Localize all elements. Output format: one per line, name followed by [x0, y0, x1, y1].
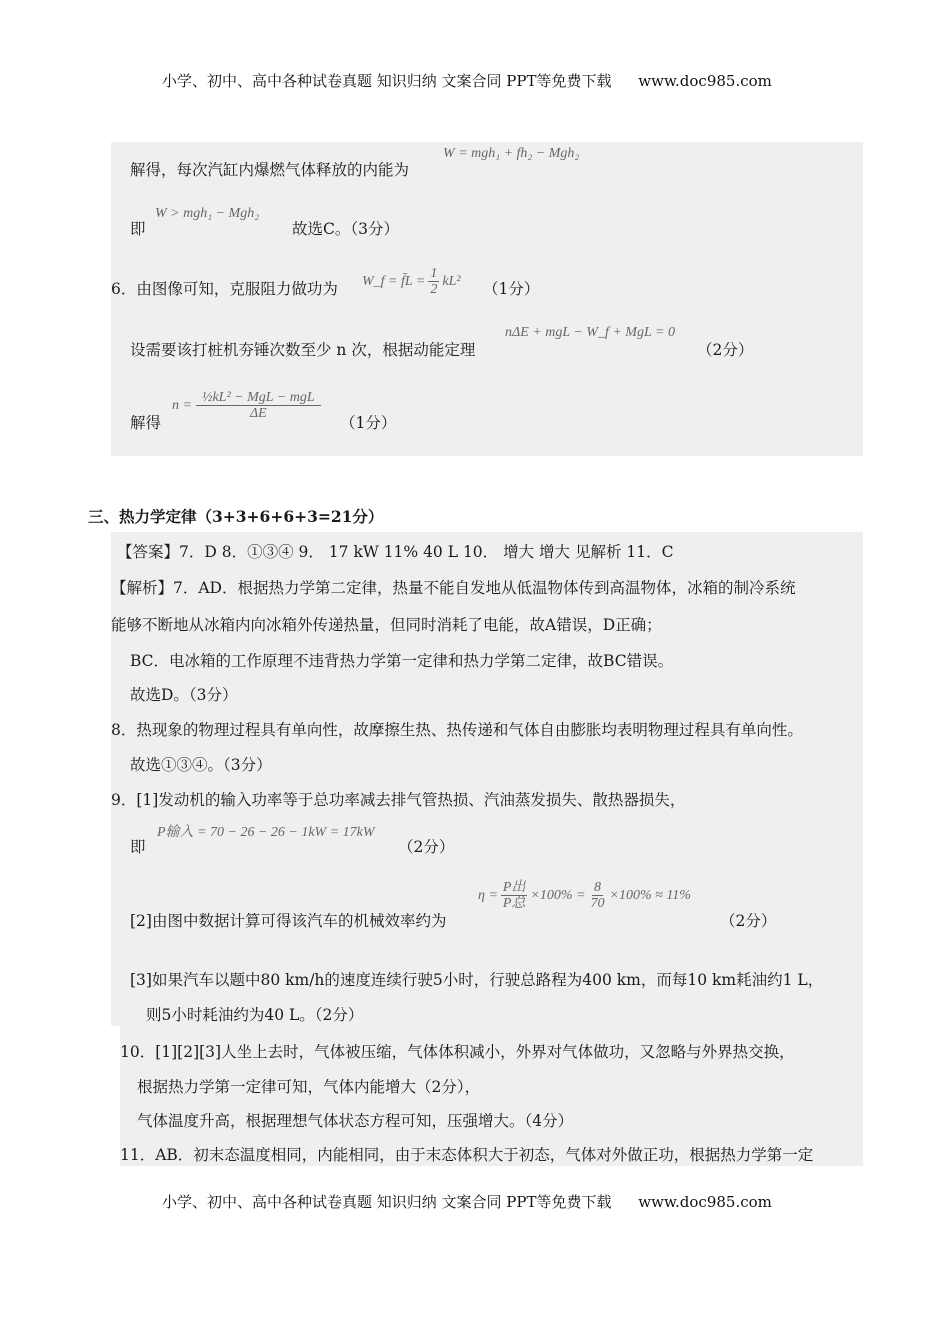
numerator: 1	[430, 266, 438, 281]
text-line: 9．[1]发动机的输入功率等于总功率减去排气管热损、汽油蒸发损失、散热器损失，	[111, 791, 686, 809]
text-line: [3]如果汽车以题中80 km/h的速度连续行驶5小时，行驶总路程为400 km，而每10 km耗油约1 L，	[130, 971, 824, 989]
text-line: 8．热现象的物理过程具有单向性，故摩擦生热、热传递和气体自由膨胀均表明物理过程具有单向性。	[111, 721, 803, 739]
formula-w-inequality: W > mgh₁ − Mgh₂	[155, 206, 260, 221]
text-line: 11．AB．初末态温度相同，内能相同，由于末态体积大于初态，气体对外做正功，根据热力学第一定	[120, 1146, 814, 1164]
text-line: [2]由图中数据计算可得该汽车的机械效率约为	[130, 912, 447, 930]
numerator: ½kL² − MgL − mgL	[196, 390, 321, 406]
formula-part: kL²	[442, 273, 461, 289]
text-line: （1分）	[483, 280, 540, 298]
text-line: （1分）	[340, 414, 397, 432]
text-line: 【解析】7．AD．根据热力学第二定律，热量不能自发地从低温物体传到高温物体，冰箱的制冷系统	[111, 579, 796, 597]
section-title: 三、热力学定律（3+3+6+6+3=21分）	[88, 507, 384, 526]
denominator: 70	[590, 896, 605, 911]
formula-part: n =	[172, 397, 192, 413]
text-line: 解得	[130, 414, 162, 432]
formula-part: ×100% ≈ 11%	[609, 887, 691, 903]
text-line: 故选D。（3分）	[130, 686, 238, 704]
formula-work-resistance	[362, 266, 461, 297]
text-line: 则5小时耗油约为40 L。（2分）	[146, 1006, 364, 1024]
answers-line: 【答案】7．D 8．①③④ 9． 17 kW 11% 40 L 10． 增大 增大 见解析 11．C	[117, 543, 674, 561]
formula-part: W_f = f̄L =	[362, 273, 426, 289]
denominator: ΔE	[249, 406, 267, 421]
text-line: 解得，每次汽缸内爆燃气体释放的内能为	[130, 161, 410, 179]
page-header	[162, 70, 772, 91]
text-line: （2分）	[720, 912, 777, 930]
fraction	[501, 880, 528, 911]
text-line: 即	[130, 220, 146, 238]
formula-w-released: W = mgh₁ + fh₂ − Mgh₂	[443, 146, 580, 161]
text-line: BC．电冰箱的工作原理不违背热力学第一定律和热力学第二定律，故BC错误。	[130, 652, 674, 670]
numerator: P出	[502, 880, 526, 895]
fraction	[589, 880, 607, 911]
header-url: www.doc985.com	[638, 72, 772, 90]
formula-n-solution	[172, 390, 321, 421]
numerator: 8	[594, 880, 602, 895]
fraction	[196, 390, 321, 421]
page-footer	[162, 1191, 772, 1212]
formula-part: ×100% =	[530, 887, 586, 903]
formula-efficiency	[478, 880, 691, 911]
formula-part: η =	[478, 887, 498, 903]
footer-text: 小学、初中、高中各种试卷真题 知识归纳 文案合同 PPT等免费下载	[162, 1193, 612, 1211]
shaded-block-2	[111, 532, 863, 1026]
text-line: 故选①③④。（3分）	[130, 756, 272, 774]
text-line: （2分）	[398, 838, 455, 856]
text-line: （2分）	[697, 341, 754, 359]
fraction	[428, 266, 439, 297]
text-line: 能够不断地从冰箱内向冰箱外传递热量，但同时消耗了电能，故A错误，D正确；	[111, 616, 662, 634]
text-line: 故选C。（3分）	[292, 220, 399, 238]
denominator: 2	[430, 282, 438, 297]
text-line: 6．由图像可知，克服阻力做功为	[111, 280, 338, 298]
text-line: 气体温度升高，根据理想气体状态方程可知，压强增大。（4分）	[137, 1112, 574, 1130]
text-line: 设需要该打桩机夯锤次数至少 n 次，根据动能定理	[130, 341, 476, 359]
footer-url: www.doc985.com	[638, 1193, 772, 1211]
header-text: 小学、初中、高中各种试卷真题 知识归纳 文案合同 PPT等免费下载	[162, 72, 612, 90]
text-line: 10．[1][2][3]人坐上去时，气体被压缩，气体体积减小，外界对气体做功，又忽略与外界热交换，	[120, 1043, 795, 1061]
formula-kinetic-energy: nΔE + mgL − W_f + MgL = 0	[505, 325, 675, 340]
text-line: 即	[130, 838, 146, 856]
denominator: P总	[502, 896, 526, 911]
formula-input-power: P输入 = 70 − 26 − 26 − 1kW = 17kW	[157, 825, 375, 840]
text-line: 根据热力学第一定律可知，气体内能增大（2分），	[137, 1078, 481, 1096]
